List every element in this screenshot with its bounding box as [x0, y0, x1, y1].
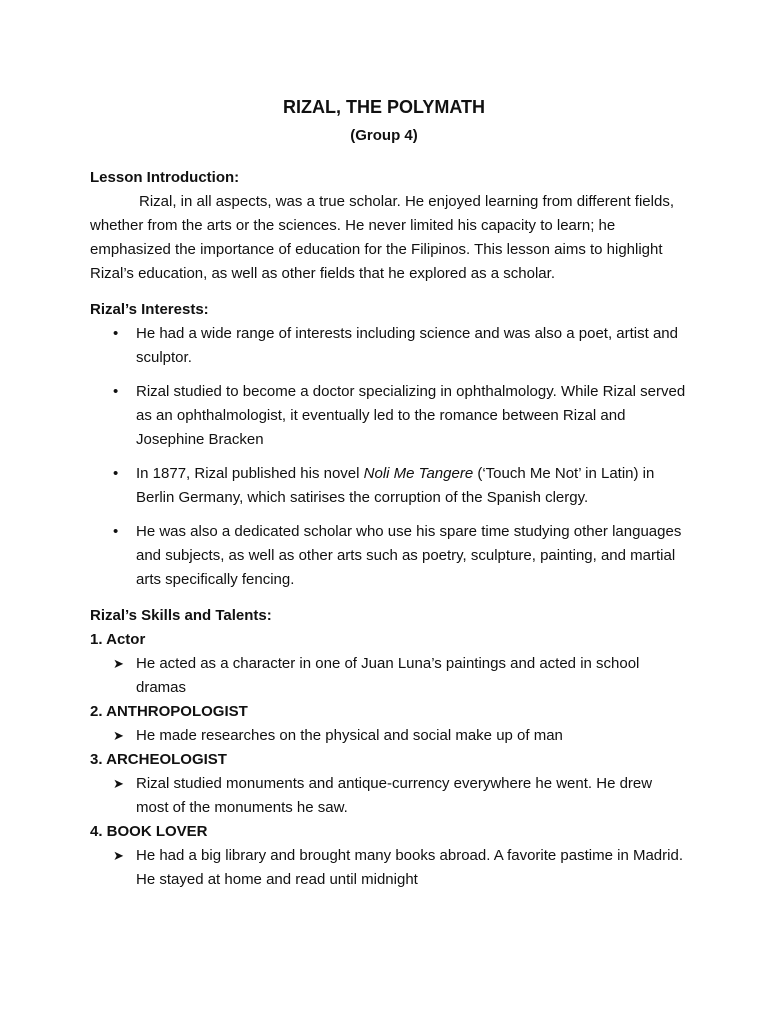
novel-title: Noli Me Tangere — [363, 465, 474, 482]
list-item-text: He had a big library and brought many books abroad. A favorite pastime in Madrid. He stayed at home and read until midnight — [136, 847, 683, 888]
list-item-text: He was also a dedicated scholar who use his spare time studying other languages and subjects, as well as other arts such as poetry, sculpture, painting, and martial arts specifically fencing. — [136, 523, 682, 588]
skills-heading: Rizal’s Skills and Talents: — [90, 607, 272, 624]
list-item — [90, 462, 686, 510]
skill-label: 4. BOOK LOVER — [90, 823, 208, 840]
skill-label: 3. ARCHEOLOGIST — [90, 751, 227, 768]
text-fragment: (‘Touch Me Not’ in Latin) in Berlin Germany, which satirises the corruption of the Spanish clergy. — [136, 465, 655, 506]
arrow-bullet-icon: ➤ — [113, 848, 124, 863]
list-item-text: He acted as a character in one of Juan Luna’s paintings and acted in school dramas — [136, 655, 640, 696]
list-item — [90, 652, 686, 700]
bullet-icon: • — [113, 465, 119, 482]
intro-heading: Lesson Introduction: — [90, 169, 240, 186]
bullet-icon: • — [113, 523, 119, 540]
skill-desc-list — [90, 652, 686, 700]
arrow-bullet-icon: ➤ — [113, 776, 124, 791]
list-item-text — [136, 465, 654, 506]
intro-paragraph: Rizal, in all aspects, was a true scholar. He enjoyed learning from different fields, whether from the arts or the sciences. He never limited his capacity to learn; he emphasized the importance of education for the Filipinos. This lesson aims to highlight Rizal’s education, as well as other fields that he explored as a scholar. — [90, 193, 674, 282]
list-item — [90, 322, 686, 370]
skill-label: 1. Actor — [90, 631, 146, 648]
page-subtitle: (Group 4) — [350, 127, 418, 144]
list-item — [90, 380, 686, 452]
text-fragment: In 1877, Rizal published his novel — [136, 465, 364, 482]
arrow-bullet-icon: ➤ — [113, 656, 124, 671]
list-item — [90, 520, 686, 592]
bullet-icon: • — [113, 325, 119, 342]
bullet-icon: • — [113, 383, 119, 400]
interests-list — [90, 322, 686, 592]
skill-label: 2. ANTHROPOLOGIST — [90, 703, 248, 720]
list-item-text: He made researches on the physical and social make up of man — [136, 727, 563, 744]
skill-desc-list — [90, 844, 686, 892]
list-item — [90, 724, 686, 748]
interests-heading: Rizal’s Interests: — [90, 301, 209, 318]
list-item — [90, 772, 686, 820]
list-item — [90, 844, 686, 892]
arrow-bullet-icon: ➤ — [113, 728, 124, 743]
skill-desc-list — [90, 724, 686, 748]
document-body — [90, 166, 686, 892]
page-title: RIZAL, THE POLYMATH — [283, 97, 485, 117]
list-item-text: Rizal studied monuments and antique-currency everywhere he went. He drew most of the monuments he saw. — [136, 775, 653, 816]
skill-desc-list — [90, 772, 686, 820]
list-item-text: Rizal studied to become a doctor specializing in ophthalmology. While Rizal served as an ophthalmologist, it eventually led to the romance between Rizal and Josephine Bracken — [136, 383, 686, 448]
list-item-text: He had a wide range of interests including science and was also a poet, artist and sculptor. — [136, 325, 678, 366]
